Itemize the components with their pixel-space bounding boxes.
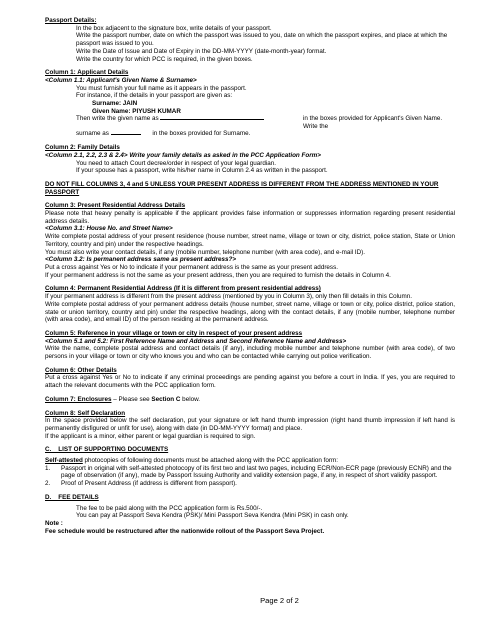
col8-paragraph: If the applicant is a minor, either parent or legal guardian is required to sign. xyxy=(45,432,256,440)
col5-paragraph: Write the name, complete postal address and contact details (if any), including mobile number and telephone number (with area code), of two persons in your village or town or city who knows you and who can be contacted while carrying out police verification. xyxy=(45,345,455,361)
col2-heading: Column 2: Family Details xyxy=(45,144,120,152)
fee-note: Fee schedule would be restructured after the nationwide rollout of the Passport Seva Project. xyxy=(45,527,325,535)
section-d-heading: D. FEE DETAILS xyxy=(45,493,99,501)
given-name-example xyxy=(45,108,455,116)
surname-example xyxy=(45,100,455,108)
col1-subheading: <Column 1.1: Applicant's Given Name & Surname> xyxy=(45,76,197,84)
passport-line: Write the Date of Issue and Date of Expiry in the DD-MM-YYYY (date-month-year) format. xyxy=(76,47,327,55)
list-number: 2. xyxy=(45,480,51,488)
then-text: Then write the given name as xyxy=(76,115,159,123)
self-attested-label: Self-attested xyxy=(45,457,83,465)
list-number: 1. xyxy=(45,464,51,472)
col3-subheading: <Column 3.1: House No. and Street Name> xyxy=(45,225,173,233)
col5-subheading: <Column 5.1 and 5.2: First Reference Name and Address and Second Reference Name and Address> xyxy=(45,337,347,345)
col3-subheading: <Column 3.2: Is permanent address same as present address?> xyxy=(45,256,237,264)
passport-line: Write the passport number, date on which the passport was issued to you, date on which the passport expires, and place at which the passport was issued to you. xyxy=(76,32,448,48)
col3-heading: Column 3: Present Residential Address Details xyxy=(45,202,186,210)
col2-line: If your spouse has a passport, write his/her name in Column 2.4 as written in the passport. xyxy=(76,167,328,175)
col5-heading: Column 5: Reference in your village or town or city in respect of your present address xyxy=(45,329,303,337)
list-item xyxy=(45,465,455,480)
col3-paragraph: Write complete postal address of your present residence (house number, street name, village or town or city, district, police station, State or Union Territory, country and pin) under the respective headings. xyxy=(45,233,455,248)
list-text: Passport in original with self-attested photocopy of its first two and last two pages, including ECR/Non-ECR page (previously ECNR) and the page of observation (if any), made by Passport Issuing Authority and validity extension page, if any, in respect of short validity passport. xyxy=(61,464,452,480)
col7-section-ref: Section C xyxy=(151,395,181,403)
col3-paragraph: Put a cross against Yes or No to indicate if your permanent address is the same as your present address. xyxy=(45,263,338,271)
col2-subheading: <Column 2.1, 2.2, 2.3 & 2.4> Write your family details as asked in the PCC Application Form> xyxy=(45,151,321,159)
surname-label: Surname: xyxy=(92,100,122,108)
col1-heading: Column 1: Applicant Details xyxy=(45,69,129,77)
name-instruction xyxy=(45,115,455,133)
col4-heading: Column 4: Permanent Residential Address (If it is different from present residential address) xyxy=(45,285,321,293)
col1-line: You must furnish your full name as it appears in the passport. xyxy=(76,84,247,92)
fee-line: You can pay at Passport Seva Kendra (PSK)/ Mini Passport Seva Kendra (Mini PSK) in cash only. xyxy=(76,512,349,520)
col4-paragraph: Write complete postal address of your permanent address details (house number, street name, village or town or city, police district, police station, state or union territory, country and pin) under the respective headings, along with the contact details, if any (mobile number, telephone number (with area code), and email ID) of the person residing at the permanent address. xyxy=(45,300,455,324)
col8-heading: Column 8: Self Declaration xyxy=(45,409,126,417)
col7-heading: Column 7: Enclosures xyxy=(45,395,112,403)
surname-boxes-text: in the boxes provided for Surname. xyxy=(152,130,251,138)
col7-tail: below. xyxy=(180,395,201,403)
list-text: Proof of Present Address (if address is different from passport). xyxy=(61,480,237,488)
fee-line: The fee to be paid along with the PCC application form is Rs.500/-. xyxy=(76,504,263,512)
col7-line xyxy=(45,396,455,404)
col6-paragraph: Put a cross against Yes or No to indicate if any criminal proceedings are pending against you before a court in India. If yes, you are required to attach the relevant documents with the PCC application form. xyxy=(45,374,455,390)
col3-paragraph: You must also write your contact details, if any (mobile number, telephone number (with area code), and e-mail ID). xyxy=(45,248,366,256)
document-content xyxy=(45,17,455,535)
given-name-label: Given Name: xyxy=(92,107,131,115)
col3-paragraph: Please note that heavy penalty is applicable if the applicant provides false information or suppresses information regarding present residential address details. xyxy=(45,210,455,225)
section-c-lead-text: photocopies of following documents must be attached along with the PCC application form: xyxy=(82,457,338,465)
passport-line: Write the country for which PCC is required, in the given boxes. xyxy=(76,55,253,63)
col2-line: You need to attach Court decree/order in respect of your legal guardian. xyxy=(76,159,276,167)
passport-line: In the box adjacent to the signature box, write details of your passport. xyxy=(76,24,272,32)
col3-paragraph: If your permanent address is not the same as your present address, then you are required to furnish the details in Column 4. xyxy=(45,271,391,279)
note-label: Note : xyxy=(45,519,63,527)
surname-value: JAIN xyxy=(122,100,138,108)
col6-heading: Column 6: Other Details xyxy=(45,366,117,374)
passport-heading: Passport Details: xyxy=(45,17,97,24)
surname-as-text: surname as xyxy=(76,130,109,138)
list-item xyxy=(45,480,455,488)
given-name-value: PIYUSH KUMAR xyxy=(132,107,181,115)
given-name-blank xyxy=(160,115,264,120)
address-notice: DO NOT FILL COLUMNS 3, 4 and 5 UNLESS YOUR PRESENT ADDRESS IS DIFFERENT FROM THE ADDRESS MENTIONED IN YOUR PASSPORT xyxy=(45,180,439,196)
boxes-text: in the boxes provided for Applicant's Given Name. Write the xyxy=(303,115,443,131)
section-c-heading: C. LIST OF SUPPORTING DOCUMENTS xyxy=(45,446,169,454)
section-c-lead xyxy=(45,457,455,465)
col7-text: – Please see xyxy=(111,395,152,403)
col1-line: For instance, if the details in your passport are given as: xyxy=(76,92,233,100)
page-number: Page 2 of 2 xyxy=(260,596,299,605)
col8-paragraph: In the space provided below the self declaration, put your signature or left hand thumb impression (right hand thumb impression if left hand is permanently disfigured or unfit for use), along with date (in DD-MM-YYYY format) and place. xyxy=(45,417,455,432)
col4-paragraph: If your permanent address is different from the present address (mentioned by you in Column 3), only then fill details in this Column. xyxy=(45,293,413,301)
